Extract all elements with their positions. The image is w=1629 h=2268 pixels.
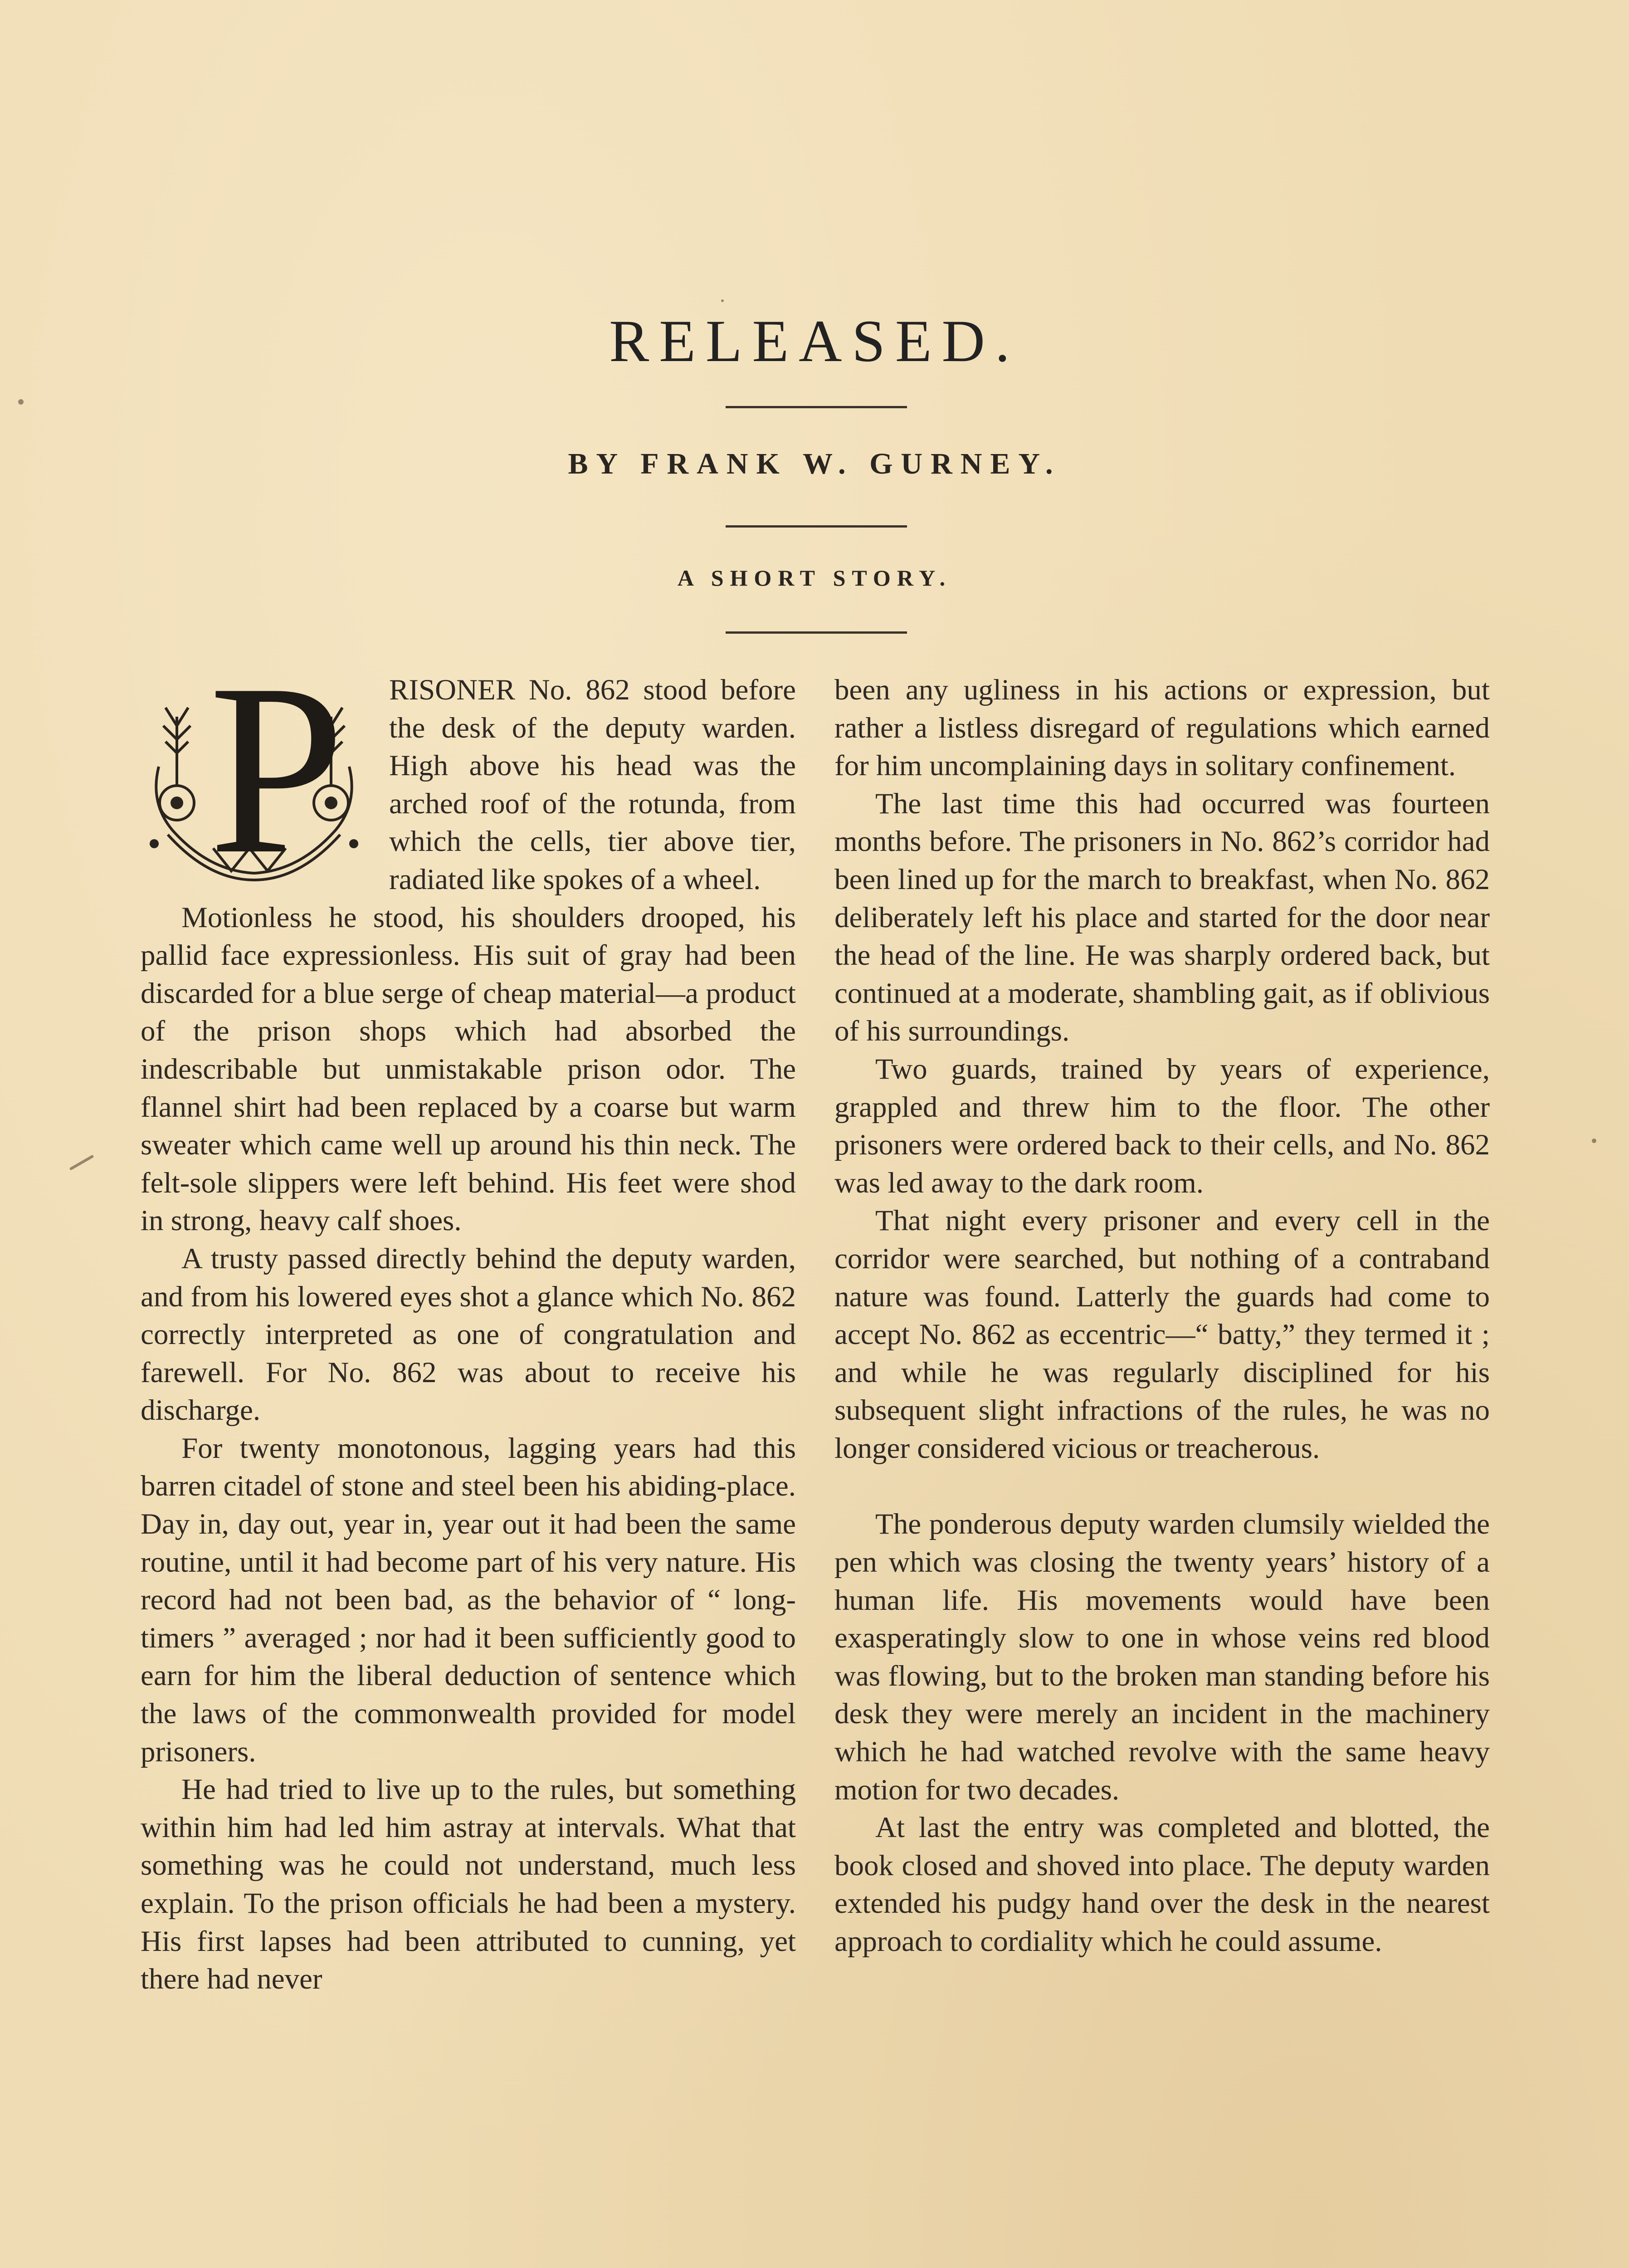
paragraph: A trusty passed directly behind the deputy warden, and from his lowered eyes shot a glance which No. 862 correctly interpreted as one of congratulation and farewell. For No. 862 was about to receive his discharge. [141, 1242, 796, 1427]
paragraph: Two guards, trained by years of experience, grappled and threw him to the floor. The other prisoners were ordered back to their cells, and No. 862 was led away to the dark room. [834, 1052, 1490, 1199]
right-column [834, 671, 1490, 1961]
story-subtitle: A SHORT STORY. [677, 565, 952, 591]
paragraph: The ponderous deputy warden clumsily wielded the pen which was closing the twenty years’ history of a human life. His movements would have been exasperatingly slow to one in whose veins red blood was flowing, but to the broken man standing before his desk they were merely an incident in the machinery which he had watched revolve with the same heavy motion for two decades. [834, 1508, 1490, 1806]
author-byline: BY FRANK W. GURNEY. [568, 447, 1061, 480]
byline-rule [726, 525, 907, 528]
paragraph: That night every prisoner and every cell in the corridor were searched, but nothing of a contraband nature was found. Latterly the guards had come to accept No. 862 as eccentric—“ batty,” they termed it ; and while he was regularly disciplined for his subsequent slight infractions of the rules, he was no longer considered vicious or treacherous. [834, 1204, 1490, 1465]
paragraph: Motionless he stood, his shoulders drooped, his pallid face expressionless. His suit of gray had been discarded for a blue serge of cheap material—a product of the prison shops which had absorbed the indescribable but unmistakable prison odor. The flannel shirt had been replaced by a coarse but warm sweater which came well up around his thin neck. The felt-sole slippers were left behind. His feet were shod in strong, heavy calf shoes. [141, 901, 796, 1237]
drop-cap [141, 633, 385, 904]
left-column [141, 633, 796, 1999]
subtitle-rule [726, 631, 907, 634]
paragraph: At last the entry was completed and blotted, the book closed and shoved into place. The deputy warden extended his pudgy hand over the desk in the nearest approach to cordiality which he could assume. [834, 1811, 1490, 1958]
paragraph: For twenty monotonous, lagging years had this barren citadel of stone and steel been his abiding-place. Day in, day out, year in, year out it had been the same routine, until it had become part of his very nature. His record had not been bad, as the behavior of “ long-timers ” averaged ; nor had it been sufficiently good to earn for him the liberal deduction of sentence which the laws of the commonwealth provided for model prisoners. [141, 1432, 796, 1768]
paper-speck [69, 1154, 94, 1170]
paper-speck [721, 299, 724, 302]
paper-speck [18, 399, 24, 405]
paragraph: RISONER No. 862 stood before the desk of the deputy warden. High above his head was the arched roof of the rotunda, from which the cells, tier above tier, radiated like spokes of a wheel. [389, 674, 796, 896]
paper-speck [1592, 1139, 1596, 1143]
title-rule [726, 406, 907, 408]
story-title: RELEASED. [609, 308, 1020, 374]
paragraph: been any ugliness in his actions or expression, but rather a listless disregard of regulations which earned for him uncomplaining days in solitary confinement. [834, 674, 1490, 782]
drop-cap-letter: P [209, 633, 345, 904]
paragraph: The last time this had occurred was fourteen months before. The prisoners in No. 862’s corridor had been lined up for the march to breakfast, when No. 862 deliberately left his place and started for the door near the head of the line. He was sharply ordered back, but continued at a moderate, shambling gait, as if oblivious of his surroundings. [834, 787, 1490, 1048]
paragraph: He had tried to live up to the rules, but something within him had led him astray at intervals. What that something was he could not understand, much less explain. To the prison officials he had been a mystery. His first lapses had been attributed to cunning, yet there had never [141, 1773, 796, 1996]
